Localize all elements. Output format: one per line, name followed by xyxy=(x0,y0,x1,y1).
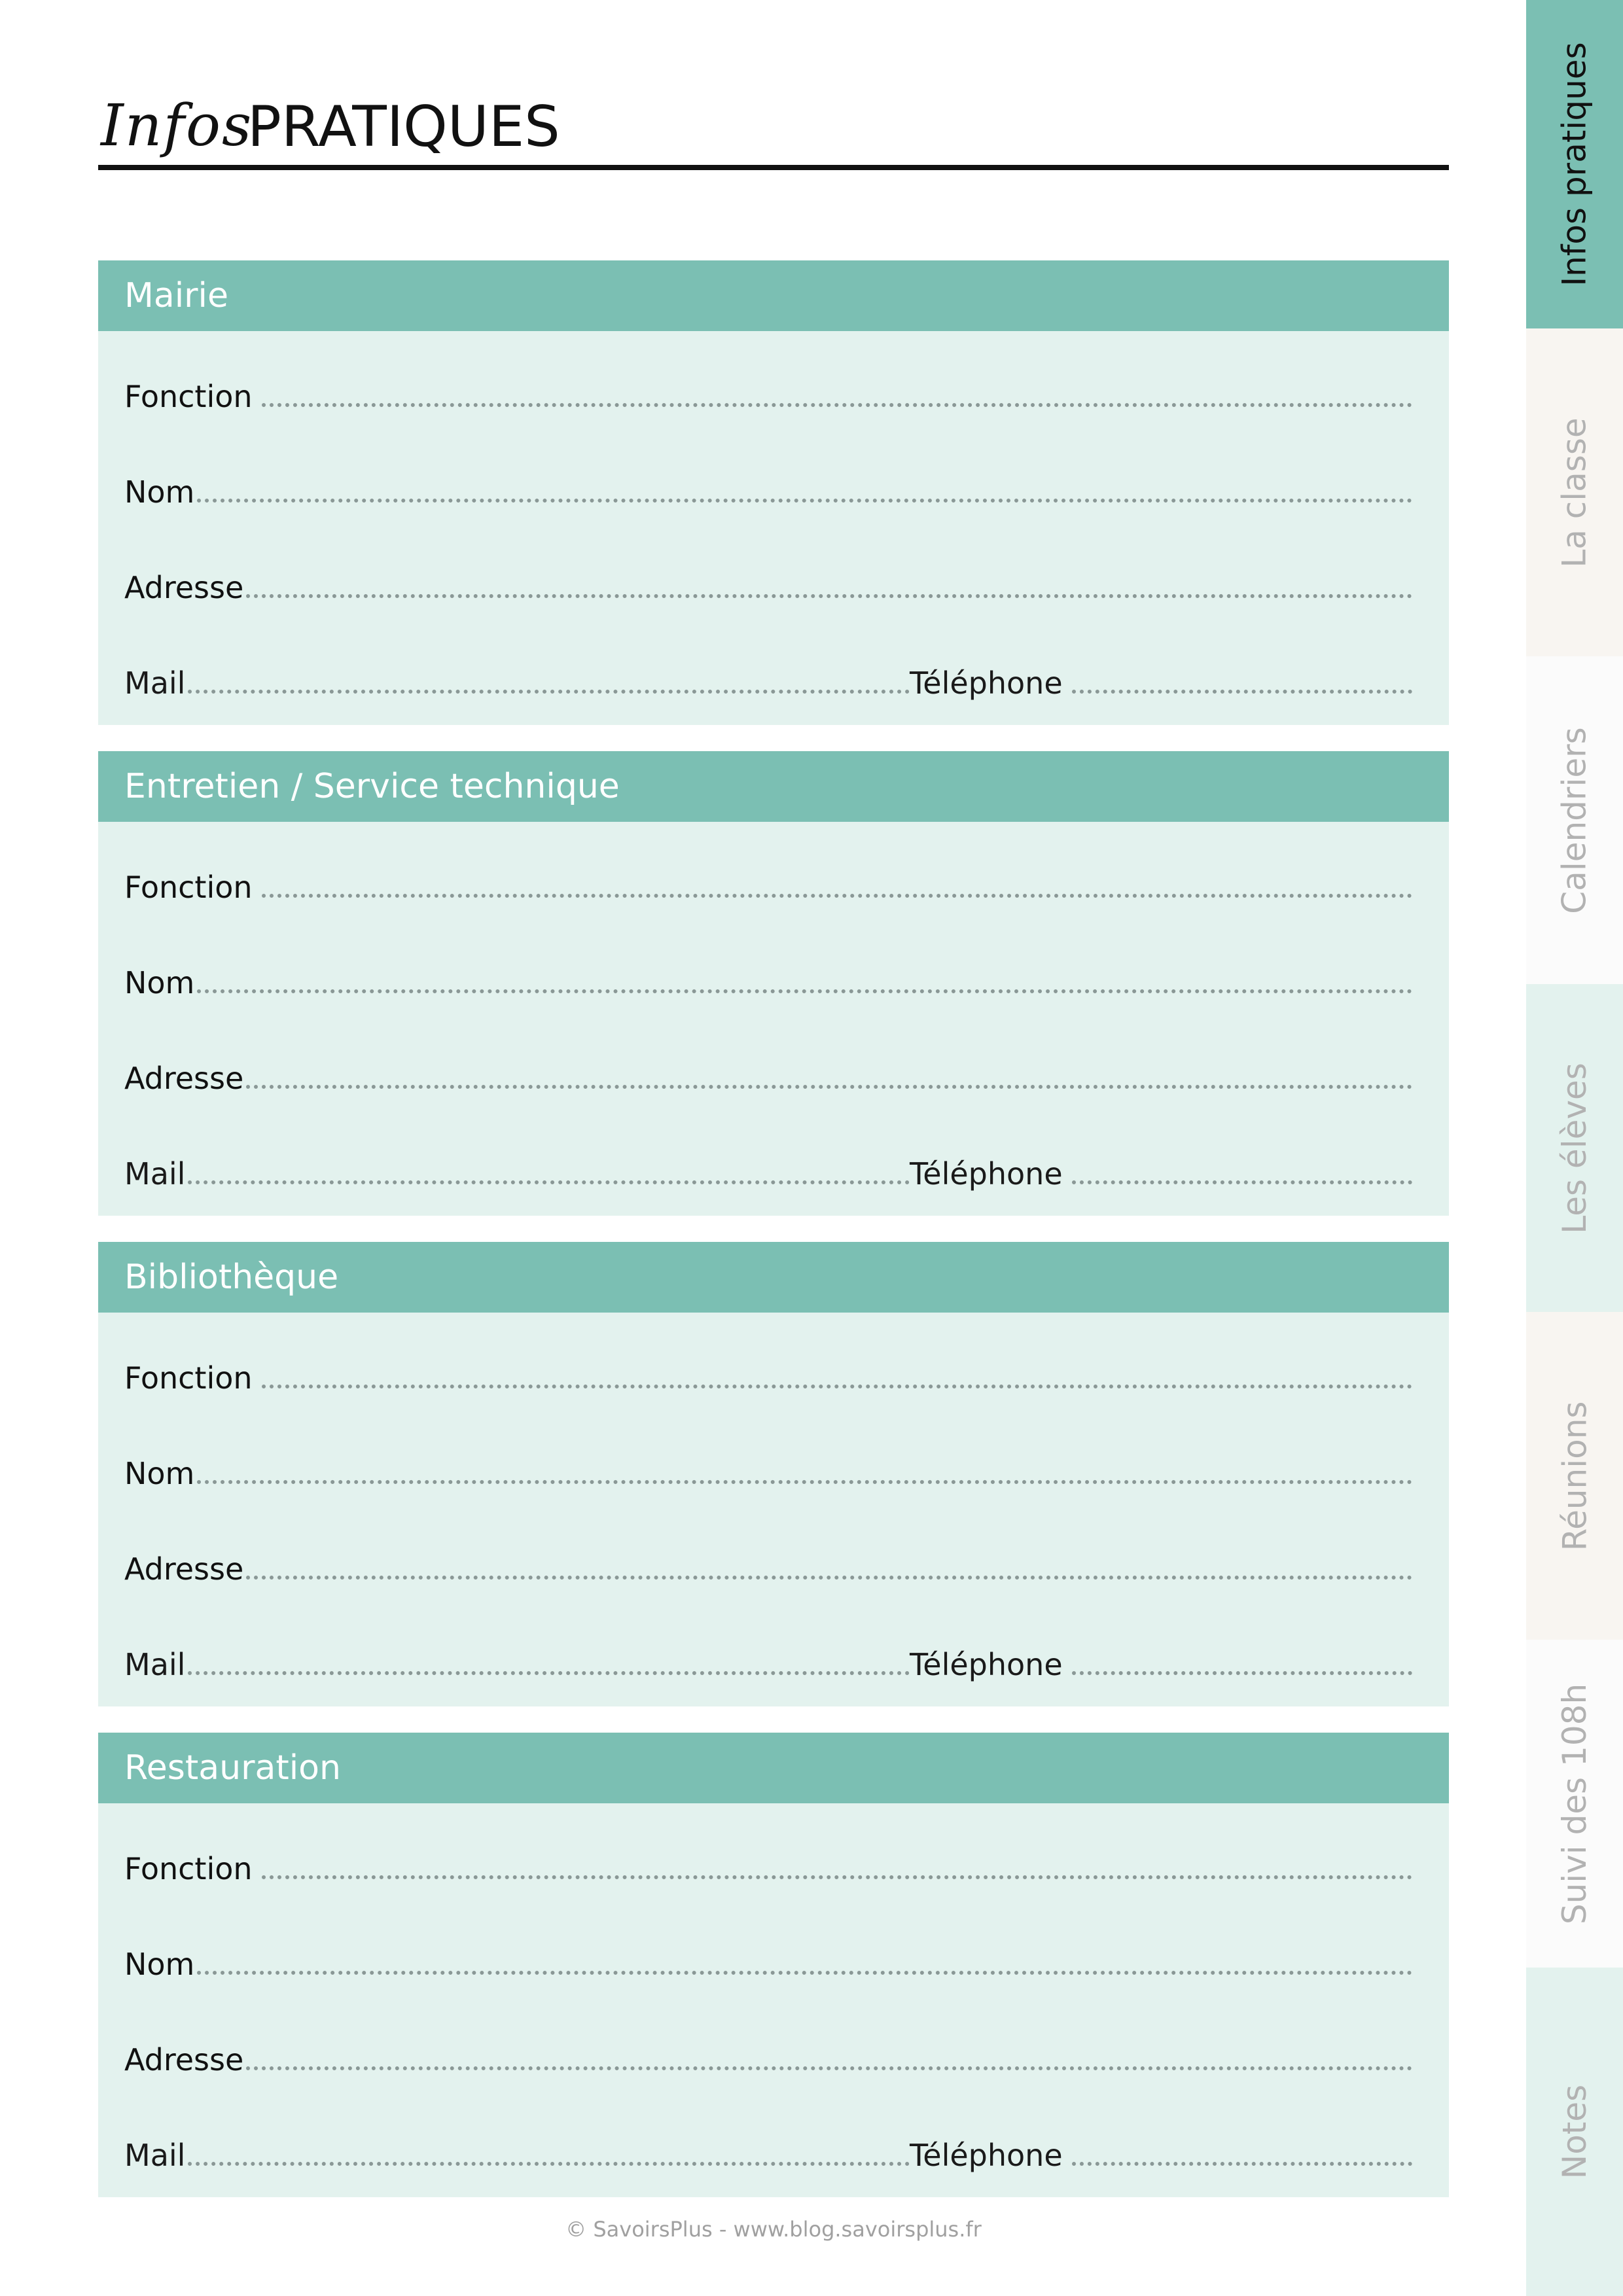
adresse-label: Adresse xyxy=(124,570,244,605)
fonction-label: Fonction xyxy=(124,870,253,905)
nom-label: Nom xyxy=(124,1947,195,1982)
telephone-field[interactable] xyxy=(910,1645,1412,1684)
side-tabs xyxy=(1526,0,1623,2295)
nom-field[interactable] xyxy=(124,1945,1412,1984)
nom-field[interactable] xyxy=(124,472,1412,512)
telephone-field[interactable] xyxy=(910,1154,1412,1193)
page-title xyxy=(98,85,1449,170)
mail-dotted-line xyxy=(188,690,910,694)
nom-dotted-line xyxy=(197,1971,1412,1975)
nom-label: Nom xyxy=(124,1456,195,1491)
tab-reunions[interactable] xyxy=(1526,1312,1623,1640)
fonction-label: Fonction xyxy=(124,1360,253,1396)
adresse-dotted-line xyxy=(246,1576,1412,1580)
nom-field[interactable] xyxy=(124,963,1412,1002)
telephone-dotted-line xyxy=(1072,690,1412,694)
telephone-dotted-line xyxy=(1072,2162,1412,2166)
mail-field[interactable] xyxy=(124,2136,910,2175)
adresse-field[interactable] xyxy=(124,1059,1412,1098)
telephone-label: Téléphone xyxy=(910,1647,1063,1682)
tab-label: Suivi des 108h xyxy=(1556,1683,1594,1925)
tab-la-classe[interactable] xyxy=(1526,328,1623,657)
section-entretien xyxy=(98,751,1449,1216)
mail-label: Mail xyxy=(124,665,186,701)
mail-field[interactable] xyxy=(124,663,910,703)
nom-dotted-line xyxy=(197,1480,1412,1484)
section-header: Restauration xyxy=(98,1733,1449,1803)
fonction-label: Fonction xyxy=(124,1851,253,1886)
mail-label: Mail xyxy=(124,2138,186,2173)
nom-field[interactable] xyxy=(124,1454,1412,1493)
adresse-label: Adresse xyxy=(124,2042,244,2077)
tab-label: Les élèves xyxy=(1556,1063,1594,1234)
fonction-dotted-line xyxy=(262,403,1412,407)
mail-dotted-line xyxy=(188,1180,910,1184)
nom-dotted-line xyxy=(197,499,1412,503)
tab-label: Calendriers xyxy=(1556,727,1594,914)
adresse-field[interactable] xyxy=(124,1549,1412,1589)
page-title-main: PRATIQUES xyxy=(247,94,560,160)
section-header: Bibliothèque xyxy=(98,1242,1449,1313)
section-header: Mairie xyxy=(98,260,1449,331)
mail-dotted-line xyxy=(188,2162,910,2166)
telephone-label: Téléphone xyxy=(910,1156,1063,1192)
fonction-label: Fonction xyxy=(124,379,253,414)
fonction-dotted-line xyxy=(262,894,1412,898)
tab-calendriers[interactable] xyxy=(1526,656,1623,985)
page-title-script: Infos xyxy=(101,92,253,159)
fonction-field[interactable] xyxy=(124,868,1412,907)
tab-label: Réunions xyxy=(1556,1401,1594,1551)
footer-copyright: © SavoirsPlus - www.blog.savoirsplus.fr xyxy=(565,2217,982,2242)
telephone-label: Téléphone xyxy=(910,665,1063,701)
section-bibliotheque xyxy=(98,1242,1449,1706)
section-mairie xyxy=(98,260,1449,725)
telephone-field[interactable] xyxy=(910,2136,1412,2175)
section-header: Entretien / Service technique xyxy=(98,751,1449,822)
adresse-dotted-line xyxy=(246,594,1412,598)
fonction-field[interactable] xyxy=(124,1849,1412,1888)
tab-label: Notes xyxy=(1555,2084,1594,2180)
section-restauration xyxy=(98,1733,1449,2197)
adresse-field[interactable] xyxy=(124,2040,1412,2079)
telephone-dotted-line xyxy=(1072,1180,1412,1184)
nom-dotted-line xyxy=(197,989,1412,993)
fonction-field[interactable] xyxy=(124,1358,1412,1398)
adresse-label: Adresse xyxy=(124,1061,244,1096)
fonction-field[interactable] xyxy=(124,377,1412,416)
mail-dotted-line xyxy=(188,1671,910,1675)
tab-suivi-des-108h[interactable] xyxy=(1526,1640,1623,1968)
mail-label: Mail xyxy=(124,1647,186,1682)
tab-label: La classe xyxy=(1556,417,1594,568)
mail-label: Mail xyxy=(124,1156,186,1192)
adresse-label: Adresse xyxy=(124,1551,244,1587)
telephone-field[interactable] xyxy=(910,663,1412,703)
nom-label: Nom xyxy=(124,474,195,510)
fonction-dotted-line xyxy=(262,1385,1412,1388)
adresse-field[interactable] xyxy=(124,568,1412,607)
mail-field[interactable] xyxy=(124,1645,910,1684)
adresse-dotted-line xyxy=(246,1085,1412,1089)
fonction-dotted-line xyxy=(262,1875,1412,1879)
telephone-label: Téléphone xyxy=(910,2138,1063,2173)
tab-label: Infos pratiques xyxy=(1556,42,1594,287)
telephone-dotted-line xyxy=(1072,1671,1412,1675)
tab-infos-pratiques[interactable] xyxy=(1526,0,1623,328)
tab-notes[interactable] xyxy=(1526,1968,1623,2296)
nom-label: Nom xyxy=(124,965,195,1000)
tab-les-eleves[interactable] xyxy=(1526,984,1623,1313)
adresse-dotted-line xyxy=(246,2066,1412,2070)
mail-field[interactable] xyxy=(124,1154,910,1193)
